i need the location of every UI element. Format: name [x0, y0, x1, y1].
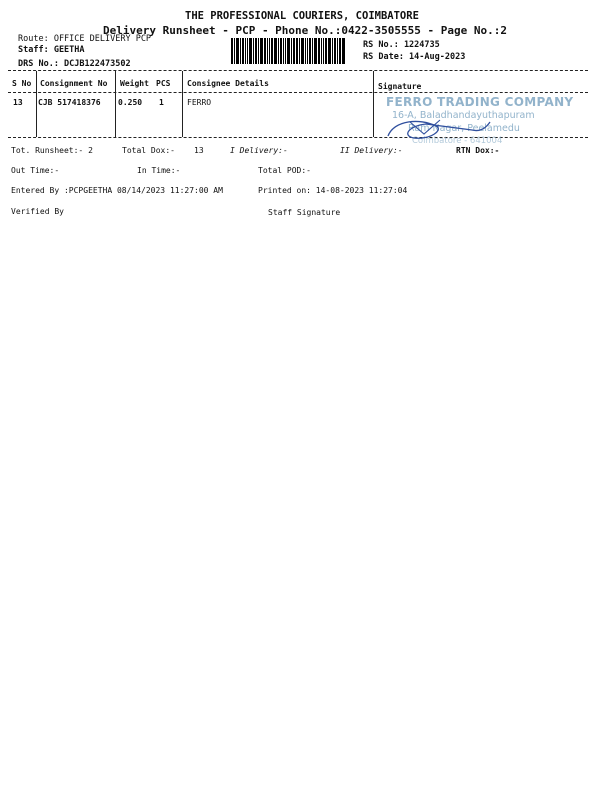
staff-signature: Staff Signature — [268, 208, 341, 217]
col-divider — [115, 71, 116, 137]
total-dox-value: 13 — [194, 146, 204, 155]
table-header-rule — [8, 92, 588, 93]
stamp-line: Coimbatore - 641004 — [412, 136, 503, 146]
cell-sno: 13 — [13, 98, 23, 107]
col-header-signature: Signature — [378, 82, 422, 91]
cell-weight: 0.250 — [118, 98, 143, 107]
cell-consignee: FERRO — [187, 98, 212, 107]
col-divider — [36, 71, 37, 137]
table-top-rule — [8, 70, 588, 71]
col-divider — [182, 71, 183, 137]
signature-scribble — [380, 108, 503, 148]
col-header-pcs: PCS — [156, 79, 171, 88]
barcode — [231, 38, 357, 64]
tot-runsheet: Tot. Runsheet:- 2 — [11, 146, 93, 155]
total-dox-label: Total Dox:- — [122, 146, 175, 155]
cell-consignment: CJB 517418376 — [38, 98, 101, 107]
col-divider — [373, 71, 374, 137]
route-label: Route: OFFICE DELIVERY PCP — [18, 34, 152, 44]
staff-label: Staff: GEETHA — [18, 45, 85, 55]
rs-date: RS Date: 14-Aug-2023 — [363, 52, 466, 62]
drs-number: DRS No.: DCJB122473502 — [18, 59, 131, 69]
stamp-line: 16-A, Baladhandayuthapuram — [392, 110, 535, 121]
cell-pcs: 1 — [159, 98, 164, 107]
i-delivery: I Delivery:- — [230, 146, 288, 155]
col-header-weight: Weight — [120, 79, 149, 88]
stamp-line: FERRO TRADING COMPANY — [386, 95, 574, 109]
stamp-line: Ram Nagar, Peelamedu — [408, 123, 520, 134]
company-title: THE PROFESSIONAL COURIERS, COIMBATORE — [185, 10, 419, 22]
ii-delivery: II Delivery:- — [340, 146, 403, 155]
rtn-dox: RTN Dox:- — [456, 146, 500, 155]
rs-number: RS No.: 1224735 — [363, 40, 440, 50]
in-time: In Time:- — [137, 166, 181, 175]
verified-by: Verified By — [11, 207, 64, 216]
col-header-sno: S No — [12, 79, 32, 88]
out-time: Out Time:- — [11, 166, 60, 175]
printed-on: Printed on: 14-08-2023 11:27:04 — [258, 186, 408, 195]
total-pod: Total POD:- — [258, 166, 311, 175]
col-header-consignee: Consignee Details — [187, 79, 269, 88]
col-header-consignment: Consignment No — [40, 79, 108, 88]
runsheet-title: Delivery Runsheet - PCP - Phone No.:0422-3505555 - Page No.:2 — [103, 24, 507, 37]
entered-by: Entered By :PCPGEETHA 08/14/2023 11:27:00 AM — [11, 186, 223, 195]
